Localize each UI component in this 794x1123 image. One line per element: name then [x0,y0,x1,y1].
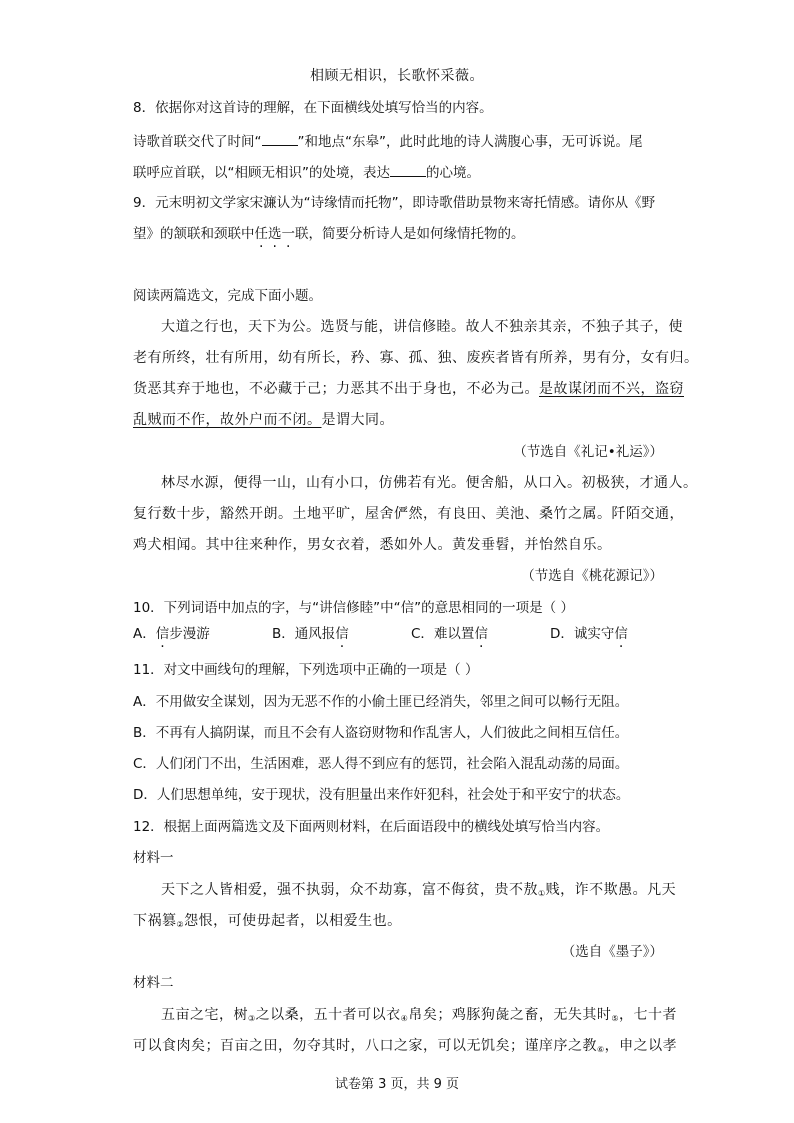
note-marker: ③ [248,1014,256,1023]
dotted-char: 信 [335,626,349,642]
m2-text-f: ，申之以孝 [604,1038,678,1054]
passage1-line-2: 老有所终，壮有所用，幼有所长，矜、寡、孤、独、废疾者皆有所养，男有分，女有归。 [133,350,699,366]
option-label: B． [272,626,295,642]
option-label: A． [133,626,156,642]
material2-line-1 [161,1005,678,1027]
poem-last-line: 相顾无相识，长歌怀采薇。 [310,68,484,84]
dotted-char: 任 [254,226,268,242]
m2-text-e: 可以食肉矣；百亩之田，勿夺其时，八口之家，可以无饥矣；谨庠序之教 [133,1038,597,1054]
passage1-line-1: 大道之行也，天下为公。选贤与能，讲信修睦。故人不独亲其亲，不独子其子，使 [161,319,683,335]
q8-blank-mood [390,162,426,177]
option-text: 诚实守 [573,626,615,642]
option-text: 步漫游 [169,626,210,642]
q10-option-d[interactable] [550,624,628,644]
note-marker: ① [538,889,546,898]
passage1-line-3 [133,379,684,399]
option-label: D． [550,626,574,642]
note-marker: ⑥ [597,1045,605,1054]
material1-line-1 [161,880,677,902]
material2-title: 材料二 [133,975,174,991]
dotted-char: 信 [614,626,628,642]
passage2-line-2: 复行数十步，豁然开朗。土地平旷，屋舍俨然，有良田、美池、桑竹之属。阡陌交通， [133,506,684,522]
q9-text-a: 望》的颔联和颈联中 [133,226,255,242]
q9-line-1: 9．元末明初文学家宋濂认为“诗缘情而托物”，即诗歌借助景物来寄托情感。请你从《野 [133,195,656,211]
m2-text-c: 帛矣；鸡豚狗彘之畜，无失其时 [408,1007,612,1023]
material1-source: （选自《墨子》） [561,944,663,960]
q8-text-c: 联呼应首联，以“相顾无相识”的处境，表达 [133,165,390,181]
q10-prompt: 10．下列词语中加点的字，与“讲信修睦”中“信”的意思相同的一项是（ ） [133,600,574,616]
m1-text-a: 天下之人皆相爱，强不执弱，众不劫寡，富不侮贫，贵不敖 [161,882,538,898]
dotted-char: 一 [281,226,295,242]
q8-prompt: 8．依据你对这首诗的理解，在下面横线处填写恰当的内容。 [133,100,493,116]
note-marker: ② [176,920,185,929]
m2-text-b: 之以桑，五十者可以衣 [255,1007,401,1023]
q11-option-c[interactable]: C．人们闭门不出，生活困难，恶人得不到应有的惩罚，社会陷入混乱动荡的局面。 [133,756,629,772]
q11-option-b[interactable]: B．不再有人搞阴谋，而且不会有人盗窃财物和作乱害人，人们彼此之间相互信任。 [133,725,629,741]
q8-text-b: ”和地点“东皋”，此时此地的诗人满腹心事，无可诉说。尾 [297,134,643,150]
passage2-line-1: 林尽水源，便得一山，山有小口，仿佛若有光。便舍船，从口入。初极狭，才通人。 [161,475,698,491]
passage1-line-4 [133,410,663,430]
note-marker: ⑤ [611,1014,620,1023]
dotted-char: 信 [155,626,170,642]
underlined-sentence-part1: 是故谋闭而不兴，盗窃 [539,381,684,397]
q11-option-d[interactable]: D．人们思想单纯，安于现状，没有胆量出来作奸犯科，社会处于和平安宁的状态。 [133,787,630,803]
q8-blank-time [262,131,298,146]
q11-option-a[interactable]: A．不用做安全谋划，因为无恶不作的小偷土匪已经消失，邻里之间可以畅行无阻。 [133,694,629,710]
option-text: 通风报 [294,626,336,642]
underlined-sentence-part2: 乱贼而不作，故外户而不闭。 [133,412,322,428]
m2-text-a: 五亩之宅，树 [161,1007,248,1023]
passage2-line-3: 鸡犬相闻。其中往来种作，男女衣着，悉如外人。黄发垂髫，并怡然自乐。 [133,537,612,553]
q8-line-2 [133,162,663,183]
q9-text-b: 联，简要分析诗人是如何缘情托物的。 [295,226,525,242]
dotted-char: 信 [474,626,488,642]
q9-emphasis [255,226,296,242]
m1-text-b: 贱，诈不欺愚。凡天 [545,882,677,898]
m2-text-d: ，七十者 [619,1007,678,1023]
reading-intro: 阅读两篇选文，完成下面小题。 [133,288,322,304]
option-text: 难以置 [433,626,475,642]
passage1-end: 是谓大同。 [321,412,394,428]
m1-text-d: 怨恨，可使毋起者，以相爱生也。 [184,913,402,929]
q9-line-2 [133,224,663,244]
page-footer: 试卷第 3 页，共 9 页 [334,1077,460,1092]
q8-line-1 [133,131,663,152]
m1-text-c: 下祸篡 [133,913,177,929]
q11-prompt: 11．对文中画线句的理解，下列选项中正确的一项是（ ） [133,662,479,678]
option-label: C． [411,626,434,642]
q10-option-a[interactable] [133,624,210,644]
q8-text-a: 诗歌首联交代了时间“ [133,134,262,150]
q12-prompt: 12．根据上面两篇选文及下面两则材料，在后面语段中的横线处填写恰当内容。 [133,819,610,835]
dotted-char: 选 [268,226,282,242]
passage1-source: （节选自《礼记•礼运》） [513,444,663,460]
material1-line-2 [133,911,663,933]
material1-title: 材料一 [133,850,174,866]
note-marker: ④ [400,1014,409,1023]
passage1-text: 货恶其弃于地也，不必藏于己；力恶其不出于身也，不必为己。 [133,381,539,397]
q10-option-c[interactable] [411,624,488,644]
material2-line-2 [133,1036,678,1058]
passage2-source: （节选自《桃花源记》） [521,568,663,584]
q8-text-d: 的心境。 [426,165,480,181]
q10-option-b[interactable] [272,624,349,644]
